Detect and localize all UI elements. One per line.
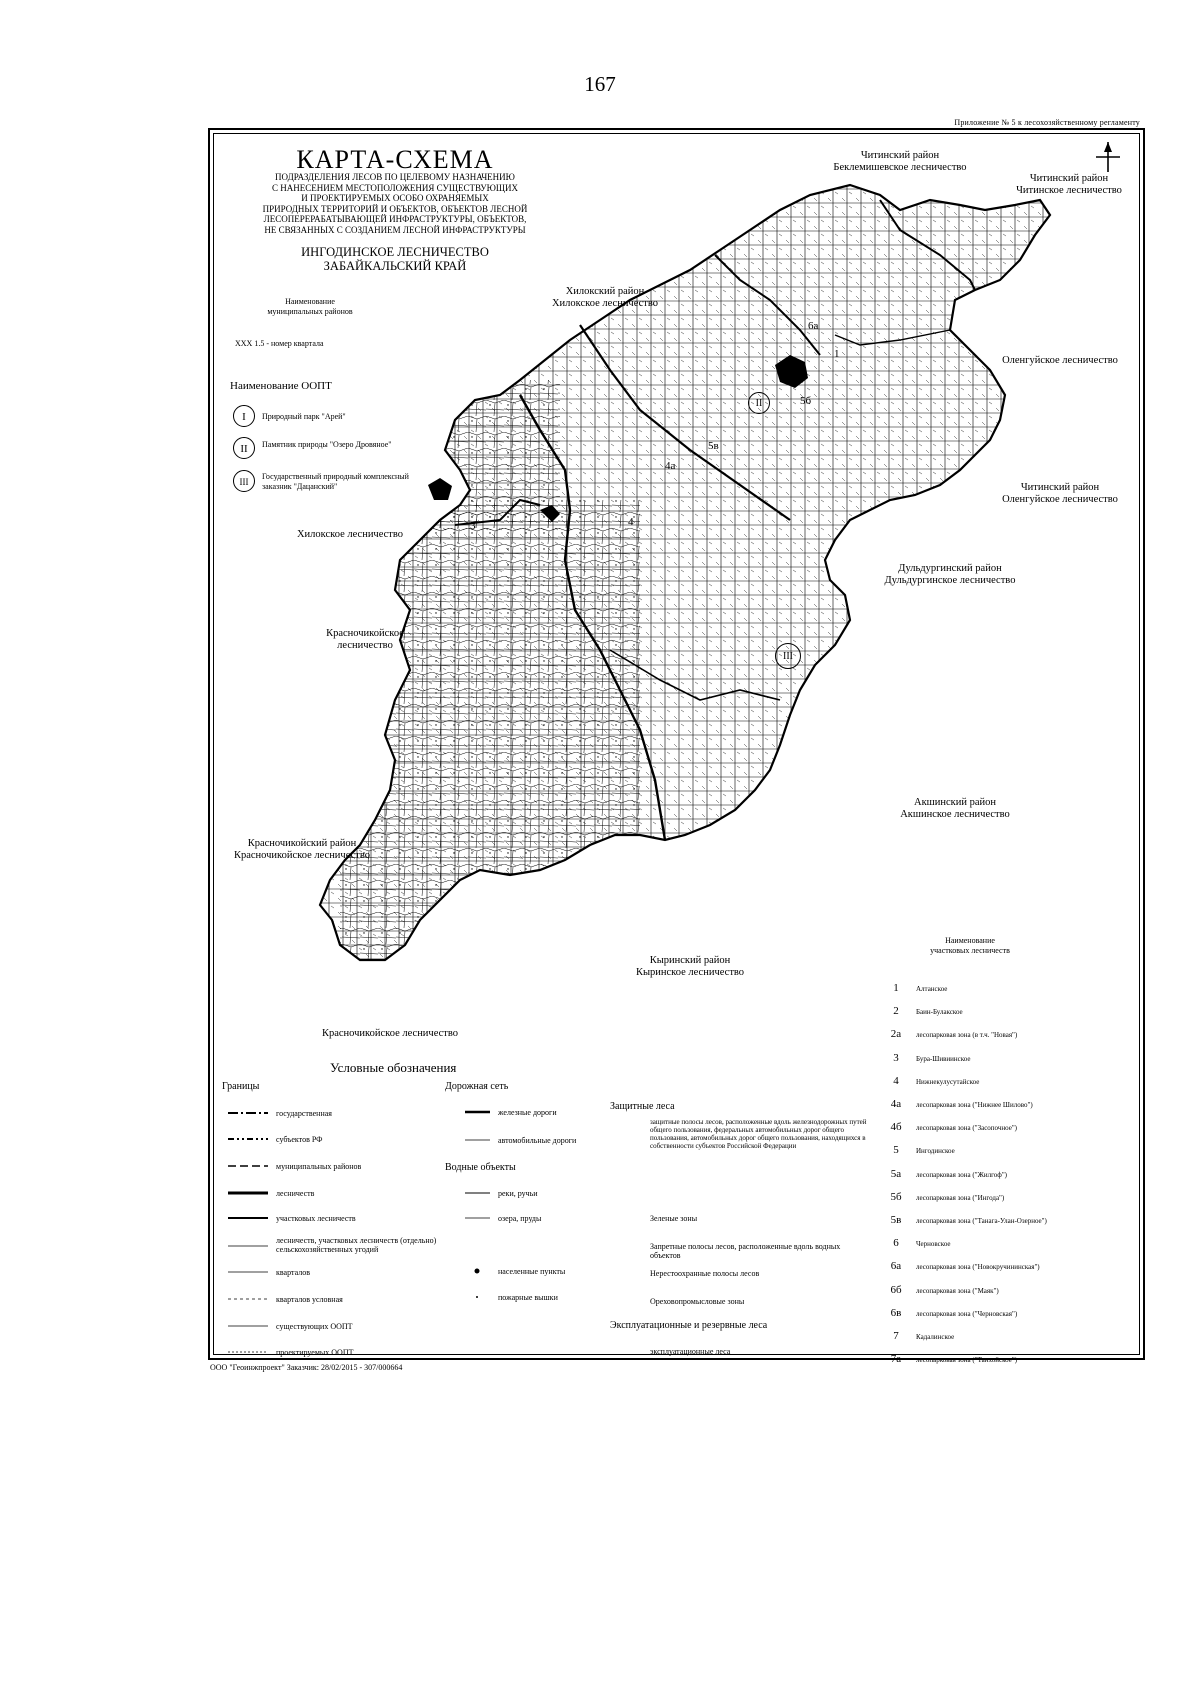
boundary-item: проектируемых ООПТ <box>276 1348 354 1357</box>
district-number: 3 <box>470 520 476 532</box>
water-point-item: пожарные вышки <box>498 1293 558 1302</box>
district-code: 1 <box>893 982 899 994</box>
water-item: озера, пруды <box>498 1214 542 1223</box>
district-code: 6б <box>890 1283 902 1296</box>
subtitle-line: ЛЕСОПЕРЕРАБАТЫВАЮЩЕЙ ИНФРАСТРУКТУРЫ, ОБЪЕКТОВ, <box>263 214 527 224</box>
label-chita-beklemishev <box>815 150 985 174</box>
label-line: Кыринский район <box>649 955 731 966</box>
label-line: Читинский район <box>1020 482 1100 493</box>
district-code: 2 <box>893 1005 899 1018</box>
label-line: Дульдургинский район <box>898 563 1002 574</box>
oopt-item-text: Памятник природы "Озеро Дровяное" <box>262 440 392 449</box>
protective-item: Зеленые зоны <box>650 1214 698 1223</box>
label-line: Хилокский район <box>565 286 645 297</box>
district-name: Алтанское <box>916 985 948 993</box>
oopt-mark-ii: II <box>748 392 770 414</box>
label-line: Красночикойское <box>326 628 404 639</box>
district-number: 5в <box>708 440 719 452</box>
road-item: железные дороги <box>498 1108 557 1117</box>
district-name: Бура-Шивиинское <box>916 1054 971 1063</box>
water-item: реки, ручьи <box>498 1189 538 1198</box>
protective-item: защитные полосы лесов, расположенные вдоль железнодорожных путей общего пользования, федеральных автомобильных дорог общего пользования, автомобильных дорог общего пользования, находящихся в собственности субъектов Российской Федерации <box>650 1118 867 1150</box>
boundary-item: лесничеств, участковых лесничеств (отдельно) сельскохозяйственных угодий <box>276 1236 437 1254</box>
label-line: Хилокское лесничество <box>551 298 659 309</box>
label-line: Акшинский район <box>913 797 997 808</box>
label-dulduga <box>870 563 1030 587</box>
district-code: 3 <box>893 1051 899 1064</box>
district-code: 2а <box>890 1028 902 1041</box>
water-point-item: населенные пункты <box>498 1267 566 1276</box>
protective-heading: Защитные леса <box>610 1101 675 1112</box>
region-name: ЗАБАЙКАЛЬСКИЙ КРАЙ <box>323 259 467 273</box>
label-line: лесничество <box>337 640 393 651</box>
district-number: 1 <box>834 348 840 360</box>
district-code: 4б <box>890 1121 902 1134</box>
label-line: Читинский район <box>1029 173 1109 184</box>
district-name: лесопарковая зона ("Нижнее Шилово") <box>916 1101 1033 1109</box>
label-khilok-les: Хилокское лесничество <box>296 529 404 540</box>
district-number: 6а <box>808 320 819 332</box>
roads-heading: Дорожная сеть <box>445 1081 509 1092</box>
district-number: 4а <box>665 460 676 472</box>
district-name: Ингодинское <box>916 1147 955 1156</box>
footer-note: ООО "Геоинжпроект" Заказчик: 28/02/2015 - 307/000664 <box>210 1363 403 1372</box>
district-name: лесопарковая зона ("Танхойское") <box>916 1356 1018 1365</box>
boundary-item: лесничеств <box>276 1189 315 1198</box>
subtitle-line: ПОДРАЗДЕЛЕНИЯ ЛЕСОВ ПО ЦЕЛЕВОМУ НАЗНАЧЕНИЮ <box>275 172 515 182</box>
district-code: 6в <box>890 1306 902 1319</box>
district-name: лесопарковая зона ("Новокручининская") <box>916 1263 1040 1272</box>
subtitle-line: С НАНЕСЕНИЕМ МЕСТОПОЛОЖЕНИЯ СУЩЕСТВУЮЩИХ <box>272 182 518 193</box>
road-item: автомобильные дороги <box>498 1136 577 1145</box>
page-number: 167 <box>584 72 616 96</box>
district-code: 7а <box>890 1353 902 1366</box>
label-line: Оленгуйское лесничество <box>1002 494 1118 505</box>
forestry-heading <box>225 245 565 273</box>
forestry-name: ИНГОДИНСКОЕ ЛЕСНИЧЕСТВО <box>301 245 489 259</box>
oopt-symbol: III <box>233 470 255 492</box>
label-krasnochik-les <box>320 628 410 652</box>
district-code: 6 <box>893 1237 899 1250</box>
label-line: Акшинское лесничество <box>900 809 1010 820</box>
municipal-legend-label <box>250 297 370 317</box>
label-line: Читинский район <box>860 150 940 161</box>
district-sample: XXX 1.5 - номер квартала <box>235 339 324 348</box>
oopt-item-text: Государственный природный комплексный заказник "Дацанский" <box>262 472 409 491</box>
district-code: 5в <box>890 1214 902 1226</box>
map-subtitle <box>225 172 565 235</box>
district-code: 5б <box>890 1190 902 1203</box>
district-name: лесопарковая зона ("Маяк") <box>916 1286 999 1295</box>
oopt-item-text: Природный парк "Арей" <box>262 412 346 421</box>
legend-text: муниципальных районов <box>267 307 353 316</box>
oopt-mark-iii: III <box>775 643 801 669</box>
protective-item: Запретные полосы лесов, расположенные вдоль водных объектов <box>650 1242 841 1260</box>
exploit-heading: Эксплуатационные и резервные леса <box>610 1320 768 1331</box>
boundary-item: существующих ООПТ <box>276 1322 353 1331</box>
protective-item: Нерестоохранные полосы лесов <box>650 1269 760 1278</box>
label-krasnochik-region <box>222 838 382 862</box>
boundary-item: кварталов условная <box>276 1295 343 1304</box>
label-line: Читинское лесничество <box>1016 185 1122 196</box>
label-krasnochik-bottom: Красночикойское лесничество <box>321 1028 459 1039</box>
protective-item: Ореховопромысловые зоны <box>650 1297 745 1306</box>
district-name: лесопарковая зона ("Засопочное") <box>916 1124 1018 1133</box>
districts-legend-heading <box>905 936 1035 956</box>
legend-title: Условные обозначения <box>330 1060 457 1075</box>
subtitle-line: И ПРОЕКТИРУЕМЫХ ОСОБО ОХРАНЯЕМЫХ <box>301 193 489 203</box>
district-name: Нижнекулусутайское <box>916 1077 980 1086</box>
boundary-item: государственная <box>276 1109 332 1118</box>
boundary-item: участковых лесничеств <box>276 1214 356 1223</box>
district-name: Баин-Булакское <box>916 1008 963 1017</box>
label-line: Беклемишевское лесничество <box>833 162 967 173</box>
oopt-heading: Наименование ООПТ <box>230 380 332 392</box>
label-olengui: Оленгуйское лесничество <box>1002 355 1118 366</box>
label-line: Дульдургинское лесничество <box>884 575 1016 586</box>
district-code: 5 <box>893 1144 899 1157</box>
label-chita-chitinskoe <box>1000 173 1138 197</box>
boundary-item: субъектов РФ <box>276 1135 323 1144</box>
district-number: 4 <box>628 516 634 528</box>
legend-text: Наименование <box>945 936 995 945</box>
legend-text: Наименование <box>285 297 335 306</box>
label-chita-olengui <box>990 482 1130 506</box>
district-name: лесопарковая зона ("Танага-Улан-Озерное") <box>916 1217 1047 1225</box>
subtitle-line: НЕ СВЯЗАННЫХ С СОЗДАНИЕМ ЛЕСНОЙ ИНФРАСТРУКТУРЫ <box>264 224 526 235</box>
district-name: Черновское <box>916 1240 951 1249</box>
map-title: КАРТА-СХЕМА <box>296 145 494 174</box>
label-line: Красночикойское лесничество <box>233 850 371 861</box>
oopt-symbol: II <box>233 437 255 459</box>
exploit-item: эксплуатационные леса <box>650 1347 731 1356</box>
subtitle-line: ПРИРОДНЫХ ТЕРРИТОРИЙ И ОБЪЕКТОВ, ОБЪЕКТОВ ЛЕСНОЙ <box>262 203 528 214</box>
appendix-note: Приложение № 5 к лесохозяйственному регламенту <box>954 118 1140 127</box>
label-line: Кыринское лесничество <box>635 967 745 978</box>
district-code: 4 <box>893 1074 899 1087</box>
district-name: лесопарковая зона ("Черновская") <box>916 1309 1018 1318</box>
label-line: Красночикойский район <box>247 838 357 849</box>
boundary-item: муниципальных районов <box>276 1162 362 1171</box>
label-khilok-region <box>540 286 670 310</box>
label-kyra <box>615 955 765 979</box>
district-name: Кадалинское <box>916 1333 955 1341</box>
district-code: 5а <box>890 1167 902 1180</box>
district-code: 7 <box>893 1330 899 1342</box>
water-heading: Водные объекты <box>445 1162 516 1173</box>
district-name: лесопарковая зона (в т.ч. "Новая") <box>916 1031 1018 1040</box>
district-number: 5б <box>800 395 812 407</box>
district-name: лесопарковая зона ("Ингода") <box>916 1193 1005 1202</box>
district-name: лесопарковая зона ("Жилгоф") <box>916 1170 1008 1179</box>
district-code: 6а <box>890 1260 902 1273</box>
boundaries-heading: Границы <box>222 1081 260 1092</box>
label-akshin <box>880 797 1030 821</box>
district-code: 4а <box>890 1098 902 1110</box>
legend-text: участковых лесничеств <box>930 946 1010 955</box>
boundary-item: кварталов <box>276 1268 310 1277</box>
oopt-symbol: I <box>233 405 255 427</box>
